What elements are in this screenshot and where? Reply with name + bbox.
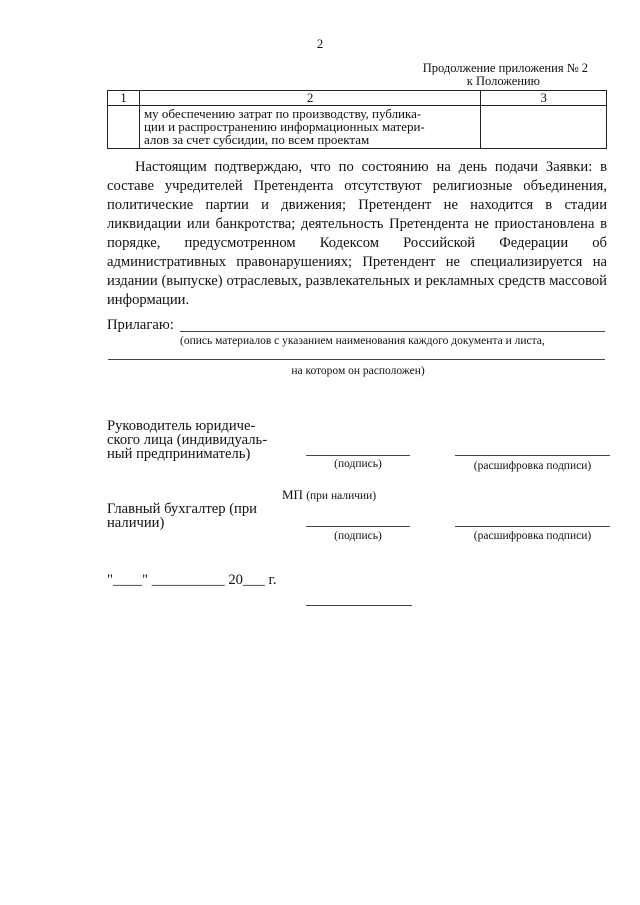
head-signature-caption: (подпись)	[334, 458, 382, 470]
head-decoding-caption: (расшифровка подписи)	[473, 460, 592, 472]
table-row	[108, 106, 607, 149]
table-cell	[481, 106, 607, 149]
accountant-decoding-line	[455, 526, 610, 527]
page-number: 2	[316, 36, 324, 51]
date-line: "____" __________ 20___ г.	[107, 572, 277, 588]
table-cell	[139, 106, 480, 149]
table-cell-line: ции и распространению информационных матери-	[143, 119, 425, 134]
attachment-fill-line-2	[108, 359, 605, 360]
accountant-role-label	[107, 502, 297, 530]
head-role-line: ского лица (индивидуаль-	[107, 432, 268, 448]
table-cell-line: алов за счет субсидии, по всем проектам	[143, 132, 370, 147]
appendix-note-line1: Продолжение приложения № 2	[422, 61, 588, 75]
stamp-label	[282, 487, 376, 503]
attachment-hint-line2: на котором он расположен)	[291, 365, 425, 377]
table-header-row	[108, 91, 607, 106]
table-header-cell: 2	[139, 91, 480, 106]
accountant-decoding-caption: (расшифровка подписи)	[473, 530, 592, 542]
table-cell	[108, 106, 140, 149]
head-role-label	[107, 419, 297, 461]
table-header-cell: 1	[108, 91, 140, 106]
appendix-note-line2: к Положению	[466, 74, 540, 88]
accountant-role-line: Главный бухгалтер (при	[107, 501, 257, 517]
accountant-role-line: наличии)	[107, 515, 165, 531]
table-header-cell: 3	[481, 91, 607, 106]
head-role-line: ный предприниматель)	[107, 446, 251, 462]
head-role-line: Руководитель юридиче-	[107, 418, 256, 434]
stamp-mp: МП	[282, 487, 303, 502]
bottom-signature-line	[306, 605, 412, 606]
continuation-table	[107, 90, 607, 149]
confirmation-paragraph: Настоящим подтверждаю, что по состоянию на день подачи Заявки: в составе учредителей Претендента отсутствуют религиозные объединения, политические партии и движения; Претендент не находится в стадии ликвидации или банкротства; деятельность Претендента не приостановлена в порядке, предусмотренном Кодексом Российской Федерации об административных правонарушениях; Претендент не специализируется на издании (выпуске) отраслевых, развлекательных и рекламных средств массовой информации.	[107, 159, 607, 308]
head-signature-line	[306, 455, 410, 456]
stamp-note: (при наличии)	[306, 490, 377, 502]
attachment-hint-line1: (опись материалов с указанием наименования каждого документа и листа,	[180, 335, 545, 347]
head-decoding-line	[455, 455, 610, 456]
attachment-label: Прилагаю:	[107, 317, 174, 333]
attachment-fill-line	[180, 331, 605, 332]
accountant-signature-line	[306, 526, 410, 527]
accountant-signature-caption: (подпись)	[334, 530, 382, 542]
appendix-note	[423, 62, 588, 88]
table-cell-line: му обеспечению затрат по производству, публика-	[143, 106, 422, 121]
